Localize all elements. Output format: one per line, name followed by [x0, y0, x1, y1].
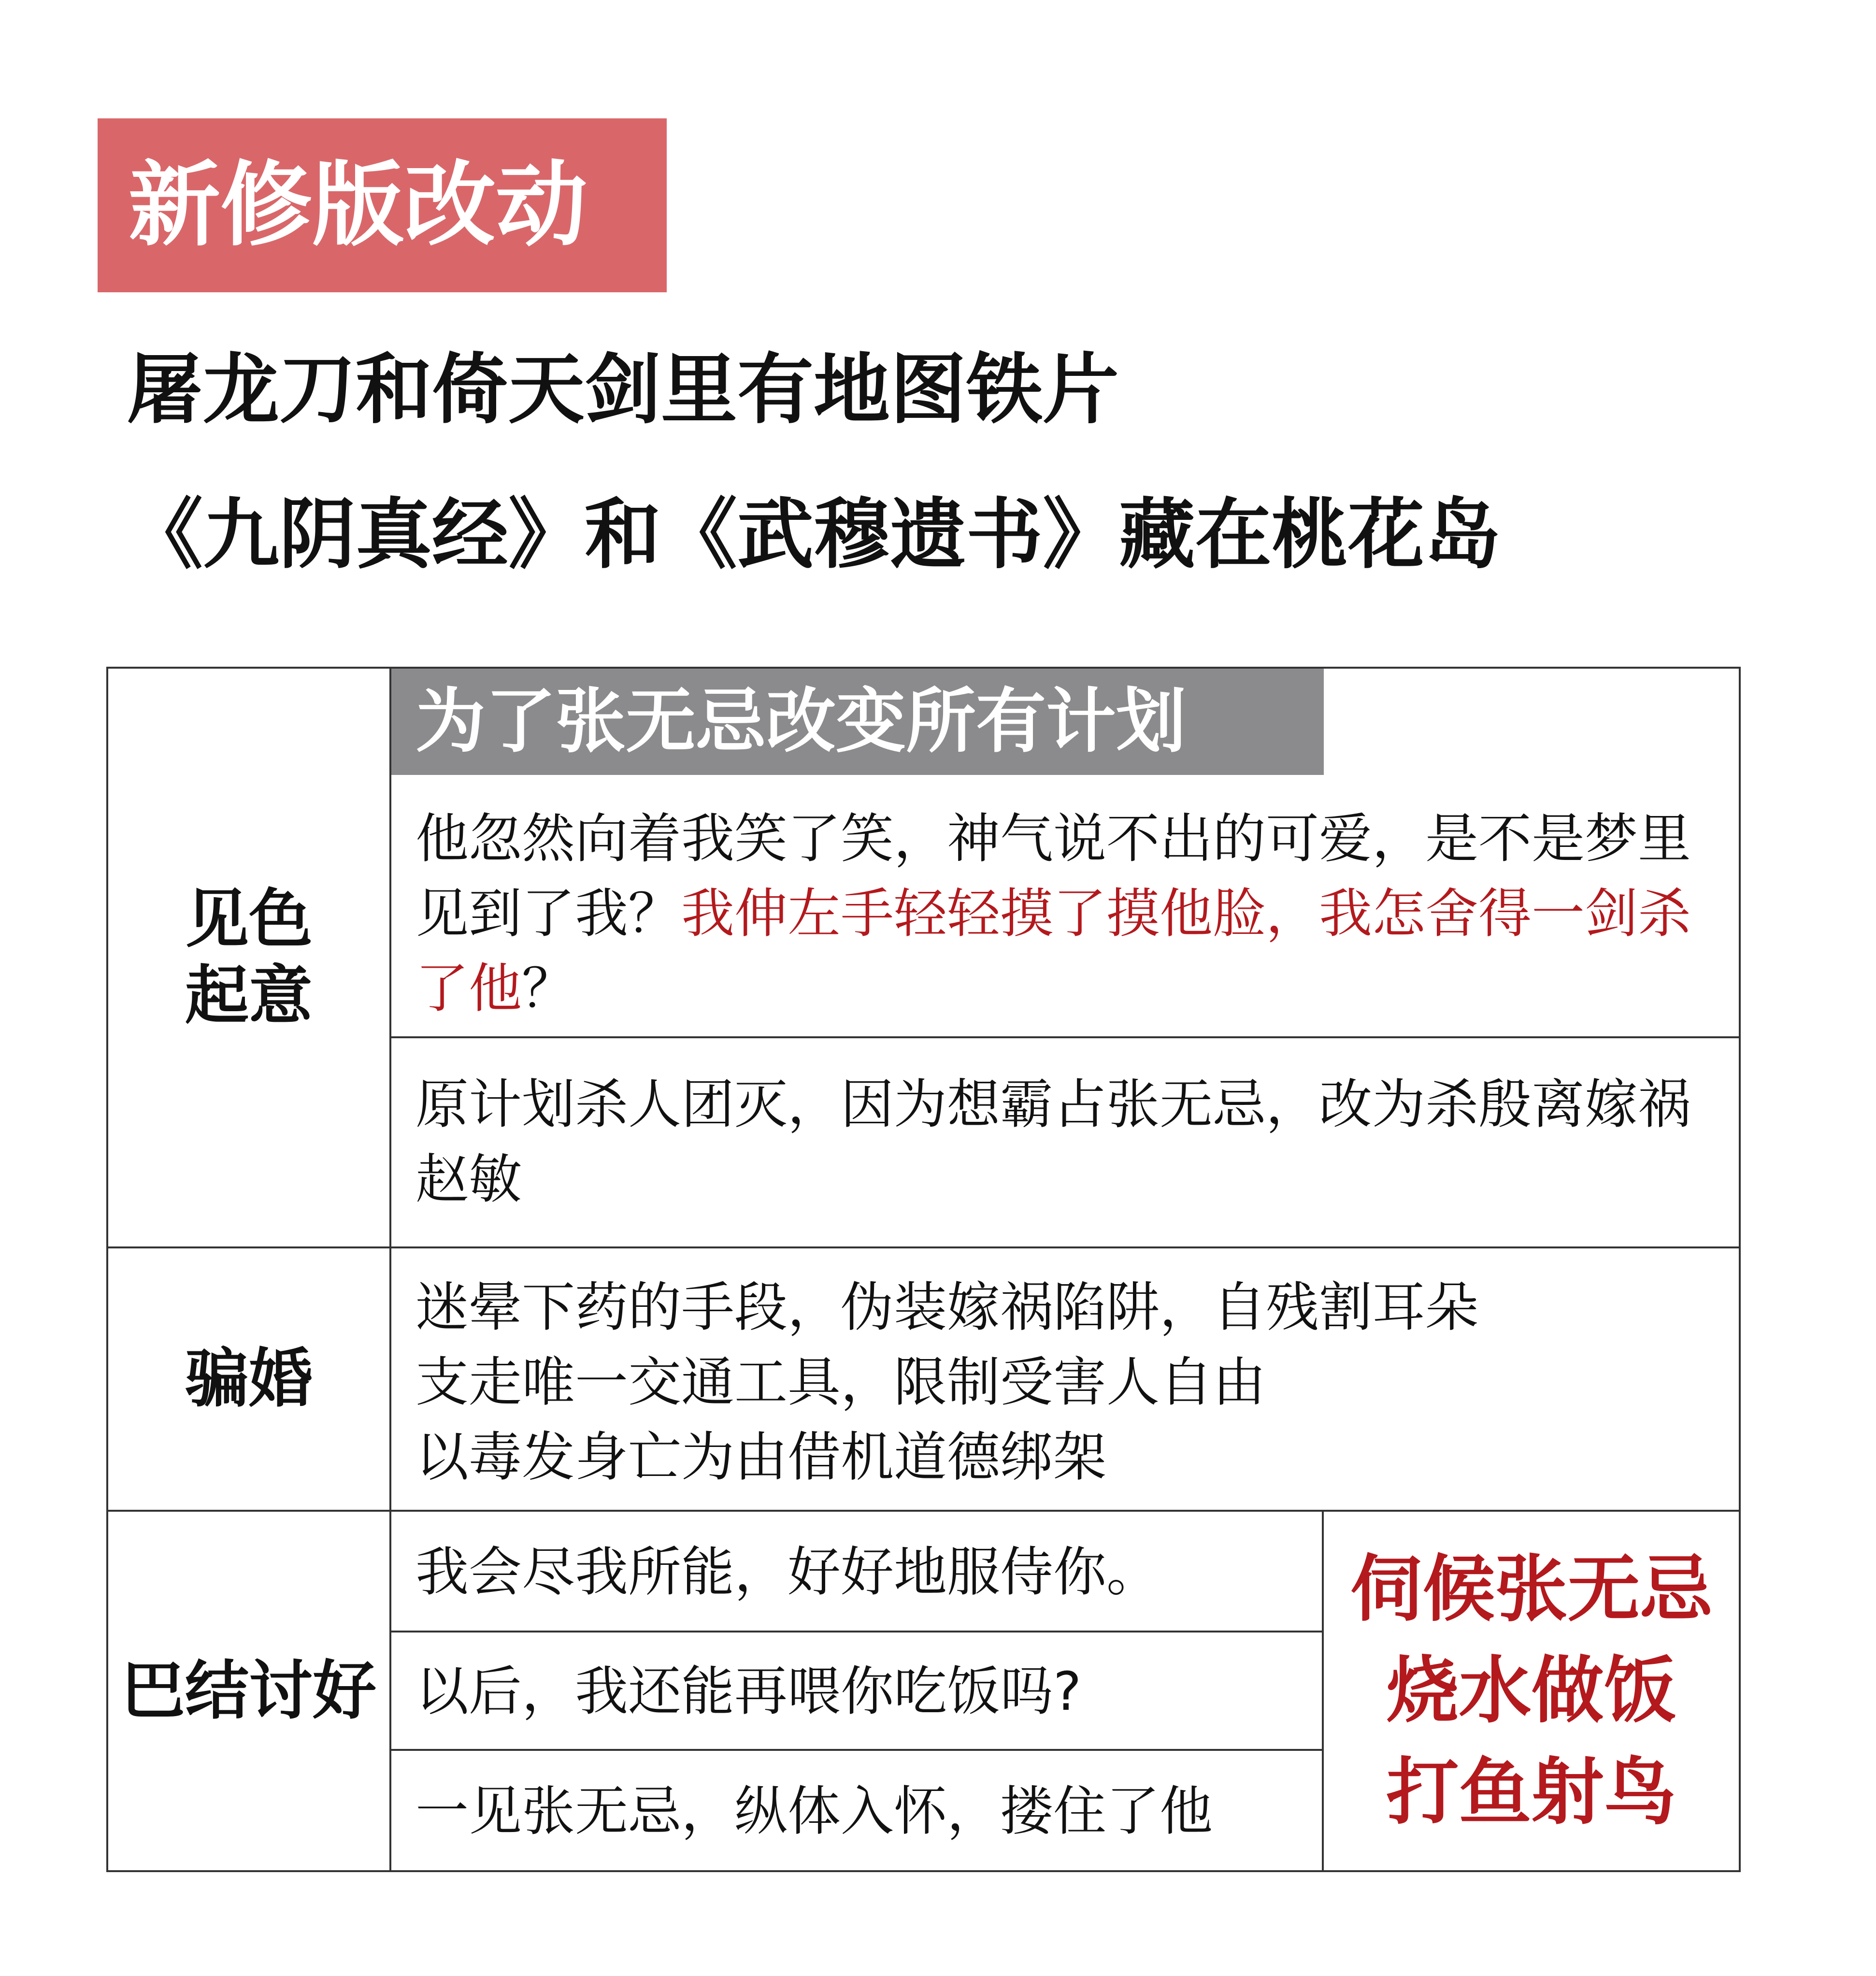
section3-row-3 — [391, 1751, 1324, 1872]
label-bajie-taohao — [108, 1512, 391, 1872]
quote-red: 我伸左手轻轻摸了摸他脸，我怎舍得一剑杀了他 — [415, 883, 1691, 1019]
quote-plain: 他忽然向着我笑了笑，神气说不出的可爱，是不是梦里见到了我？ — [415, 808, 1691, 945]
section1-heading: 为了张无忌改变所有计划 — [391, 669, 1324, 775]
quote-end: ？ — [522, 958, 575, 1019]
summary-line-3: 打鱼射鸟 — [1386, 1750, 1676, 1834]
label-pianhun — [108, 1248, 391, 1512]
summary-line-2: 烧水做饭 — [1386, 1649, 1676, 1733]
section2-cell — [391, 1248, 1741, 1512]
label-jianse-qiyi — [108, 669, 391, 1248]
section1-quote-cell — [391, 775, 1741, 1038]
section1-plan-cell — [391, 1038, 1741, 1248]
section2-line-3: 以毒发身亡为由借机道德绑架 — [415, 1426, 1106, 1488]
row-text: 我会尽我所能，好好地服侍你。 — [415, 1541, 1160, 1603]
section3-row-1 — [391, 1512, 1324, 1632]
row-text: 一见张无忌，纵体入怀，搂住了他 — [415, 1780, 1213, 1842]
row-text: 以后，我还能再喂你吃饭吗? — [415, 1661, 1082, 1722]
label-text: 骗婚 — [185, 1342, 313, 1417]
summary-line-1: 伺候张无忌 — [1350, 1547, 1713, 1632]
section2-line-2: 支走唯一交通工具，限制受害人自由 — [415, 1351, 1266, 1413]
label-text: 巴结讨好 — [121, 1653, 376, 1728]
section2-line-1: 迷晕下药的手段，伪装嫁祸陷阱，自残割耳朵 — [415, 1276, 1478, 1338]
section3-row-2 — [391, 1632, 1324, 1751]
comparison-table — [106, 667, 1741, 1872]
section3-summary — [1324, 1512, 1741, 1872]
subtitle-line-1: 屠龙刀和倚天剑里有地图铁片 — [127, 345, 1119, 434]
subtitle-line-2: 《九阴真经》和《武穆遗书》藏在桃花岛 — [127, 490, 1501, 579]
label-text: 见色 起意 — [185, 882, 313, 1033]
plan-text: 原计划杀人团灭，因为想霸占张无忌，改为杀殷离嫁祸赵敏 — [415, 1074, 1691, 1210]
title-tag: 新修版改动 — [98, 118, 667, 292]
